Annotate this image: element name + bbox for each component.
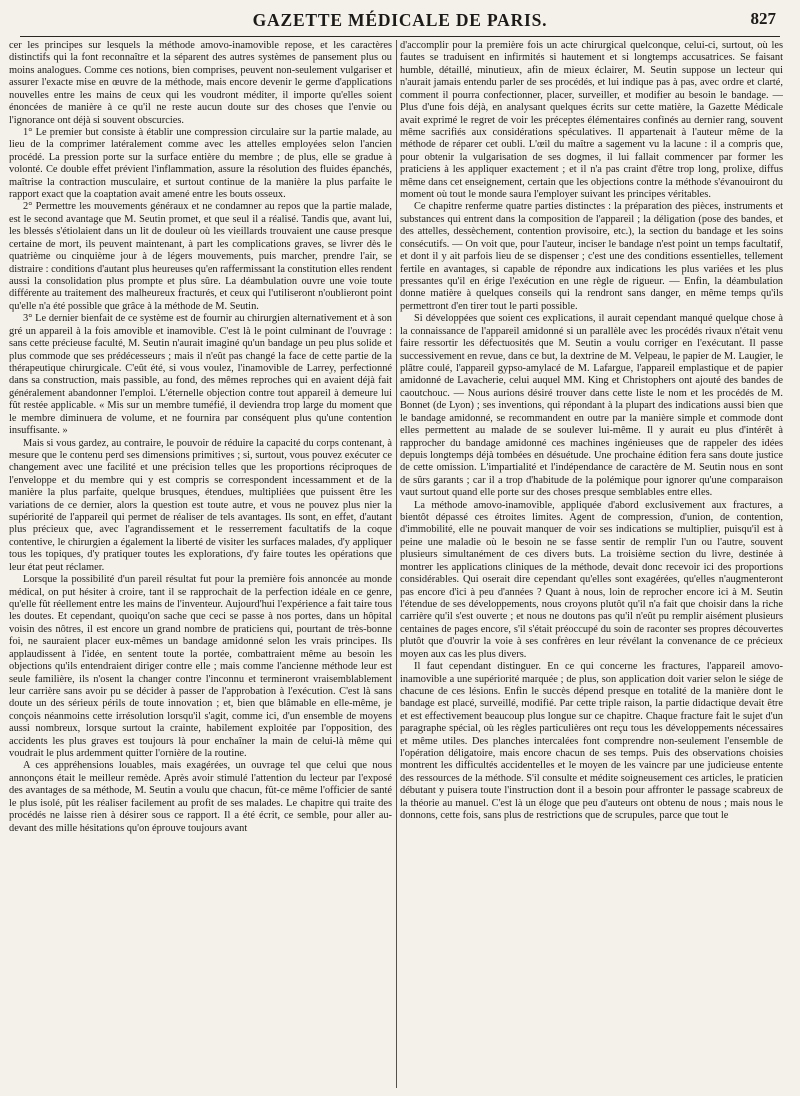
paragraph: A ces appréhensions louables, mais exagérées, un ouvrage tel que celui que nous annonçons était le meilleur remède. Après avoir stimulé l'attention du lecteur par l'exposé des avantages de sa méthode, M. Seutin a voulu que chacun, fût-ce même l'officier de santé le plus isolé, pût les réaliser facilement au profit de ses malades. Le chapitre qui traite des procédés ne laisse rien à désirer sous ce rapport. Il a été écrit, ce semble, pour aller au-devant des mille hésitations qu'on éprouve toujours avant bbox=[9, 760, 392, 834]
paragraph: Il faut cependant distinguer. En ce qui concerne les fractures, l'appareil amovo-inamovible a une supériorité marquée ; de plus, son application doit varier selon le siége de chacune de ces lésions. Enfin le succès dépend presque en totalité de la manière dont le bandage est placé, surveillé, modifié. Par cette triple raison, la partie didactique devait être et est effectivement beaucoup plus longue sur ce chapitre. Chaque fracture fait le sujet d'un paragraphe spécial, où les règles particulières ont reçu tous les développements nécessaires et même utiles. Des planches intercalées font comprendre non-seulement l'ensemble de l'opération déligatoire, mais encore chacun de ses temps. Puis des observations choisies montrent les difficultés accidentelles et le moyen de les vaincre par une judicieuse entente des ressources de la méthode. S'il consulte et médite soigneusement ces articles, le praticien débutant y puisera toute l'instruction dont il a besoin pour affronter le passage scabreux de la théorie au manuel. C'est là un éloge que peu d'auteurs ont obtenu de nous ; mais nous le donnons, cette fois, sans plus de restrictions que de scrupules, parce que tout le bbox=[400, 661, 783, 822]
journal-title: GAZETTE MÉDICALE DE PARIS. bbox=[252, 10, 548, 30]
left-column bbox=[9, 40, 392, 1092]
column-divider bbox=[396, 40, 397, 1088]
paragraph: d'accomplir pour la première fois un acte chirurgical quelconque, celui-ci, surtout, où les fautes se traduisent en infirmités si hautement et si longtemps accusatrices. Se faisant humble, détaillé, minutieux, afin de mieux éclairer, M. Seutin suppose un lecteur qui n'aurait jamais entendu parler de ses procédés, et lui indique pas à pas, avec ordre et clarté, comment il pourra confectionner, placer, surveiller, et modifier au besoin le bandage. — Plus d'une fois déjà, en analysant quelques écrits sur cette matière, la Gazette Médicale avait exprimé le regret de voir les préceptes élémentaires confinés au dernier rang, souvent même sacrifiés aux considérations spéculatives. Il appartenait à l'auteur même de la méthode de réparer cet oubli. L'œil du maître a sagement vu la lacune : il a compris que, pour obtenir la vulgarisation de ses dogmes, il lui fallait commencer par former les praticiens à les appliquer exactement ; et il n'a pas craint d'être trop long, prolixe, diffus même dans cet enseignement, certain que les objections contre la méthode s'évanouiront du moment où tout le monde saura l'employer suivant les principes véritables. bbox=[400, 40, 783, 201]
paragraph: Ce chapitre renferme quatre parties distinctes : la préparation des pièces, instruments et substances qui entrent dans la composition de l'appareil ; la déligation (pose des bandes, et des attelles, dessèchement, contention provisoire, etc.), la section du bandage et les soins consécutifs. — On voit que, pour l'auteur, inciser le bandage n'est point un temps facultatif, et dont il y ait parfois lieu de se dispenser ; c'est une des conditions essentielles, tellement fertile en avantages, si capable de répondre aux indications les plus variées et les plus pressantes qu'il en érige l'exécution en une règle de rigueur. — Enfin, la déambulation donne matière à quelques conseils qui la rendront sans danger, en même temps qu'ils permettront d'en tirer tout le parti possible. bbox=[400, 201, 783, 312]
paragraph: Lorsque la possibilité d'un pareil résultat fut pour la première fois annoncée au monde médical, on put hésiter à croire, tant il se rapprochait de la perfection idéale en ce genre, qu'elle fût réellement entre les mains de l'inventeur. Aujourd'hui l'expérience a fait taire tous les doutes. Et cependant, quoiqu'on sache que ceci se passe à nos portes, dans un hôpital voisin des nôtres, il est encore un grand nombre de praticiens qui, pourtant de très-bonne foi, ne sauraient placer eux-mêmes un bandage amidonné selon les vrais principes. Ils applaudissent à l'idée, en sentent toute la portée, combattraient même au besoin les objections qu'ils entendraient diriger contre elle ; mais comme l'ancienne méthode leur est seule familière, ils n'osent la changer contre l'inconnu et termineront vraisemblablement leur carrière sans avoir pu se décider à passer de l'approbation à l'exécution. C'est là sans doute un des sérieux périls de toute innovation ; et, bien que blâmable en elle-même, je conçois néanmoins cette irrésolution lorsqu'il s'agit, comme ici, d'un ensemble de moyens aussi nombreux, lorsque surtout la crainte, habilement exploitée par l'opposition, des accidents les plus graves est toujours là pour enchaîner la main de celui-là même qui voudrait le plus ardemment quitter l'ornière de la routine. bbox=[9, 574, 392, 760]
paragraph: 1° Le premier but consiste à établir une compression circulaire sur la partie malade, au lieu de la comprimer latéralement comme avec les attelles employées selon l'ancien procédé. La pression porte sur la surface entière du membre ; de plus, elle se gradue à volonté. Ce double effet prévient l'inflammation, assure la résolution des fluides épanchés, maîtrise la contraction musculaire, et surtout continue de la manière la plus parfaite le rapport exact que la coaptation avait amené entre les bouts osseux. bbox=[9, 126, 392, 201]
paragraph: Mais si vous gardez, au contraire, le pouvoir de réduire la capacité du corps contenant, à mesure que le contenu perd ses dimensions primitives ; si, surtout, vous pouvez exécuter ce changement avec une facilité et une précision telles que les proportions réciproques de l'enveloppe et du membre qui y est compris se correspondent incessamment et de la manière la plus parfaite, quelque brusques, étendues, multipliées que puissent être les variations de ce dernier, alors la question est toute autre, et vous ne pouvez plus nier la supériorité de l'appareil qui permet de réaliser de tels avantages. Ils sont, en effet, d'autant plus précieux que, avec l'agrandissement et le resserrement facultatifs de la coque contentive, le chirurgien a également la liberté de visiter les surfaces malades, d'y appliquer tous les topiques, d'y pratiquer toutes les explorations, d'y faire toutes les opérations que leur état peut réclamer. bbox=[9, 437, 392, 573]
page-number: 827 bbox=[750, 9, 776, 28]
paragraph: La méthode amovo-inamovible, appliquée d'abord exclusivement aux fractures, a bientôt dépassé ces étroites limites. Agent de compression, d'union, de contention, d'immobilité, elle ne pouvait manquer de voir ses indications se multiplier, puisqu'il est à peine une maladie où le besoin ne se fasse sentir de remplir l'un ou l'autre, souvent plusieurs simultanément de ces divers buts. La troisième section du livre, destinée à montrer les applications cliniques de la méthode, devait donc recevoir ici des proportions considérables. Qui oserait dire cependant qu'elles sont exagérées, qu'elles n'augmenteront pas encore d'ici à peu d'années ? Quant à nous, loin de reprocher encore ici à M. Seutin l'étendue de ses développements, nous croyons plutôt qu'il n'a fait que choisir dans la riche carrière qu'il s'est ouverte ; et nous ne doutons pas qu'il n'eût pu remplir aisément plusieurs centaines de pages encore, s'il s'était préoccupé du soin de raconter ses propres découvertes plutôt que d'ouvrir la voie à ses confrères en leur révélant la convenance de ce précieux moyen aux cas les plus divers. bbox=[400, 499, 783, 660]
paragraph: cer les principes sur lesquels la méthode amovo-inamovible repose, et les caractères distinctifs qui la font reconnaître et la séparent des autres systèmes de pansement plus ou moins analogues. Comme ces notions, bien comprises, peuvent non-seulement vulgariser et assurer l'exacte mise en œuvre de la méthode, mais encore devenir le germe d'applications nouvelles entre les mains de ceux qui les voudront méditer, il importe qu'elles soient énoncées de manière à ce qu'il ne reste aucun doute sur des choses que l'envie ou l'ignorance ont déjà si souvent obscurcies. bbox=[9, 40, 392, 126]
paragraph: Si développées que soient ces explications, il aurait cependant manqué quelque chose à la connaissance de l'appareil amidonné si un parallèle avec les procédés rivaux n'était venu faire ressortir les défectuosités que M. Seutin a voulu corriger en l'exécutant. Il passe successivement en revue, dans ce but, la dextrine de M. Velpeau, le papier de M. Laugier, le plâtre coulé, l'appareil gypso-amylacé de M. Lafargue, l'appareil emplastique et de papier amidonné de Lavacherie, celui auquel MM. King et Christophers ont ajouté des bandes de caoutchouc. — Nous aurions désiré trouver dans cette liste le nom et les procédés de M. Bonnet (de Lyon) ; ses inventions, qui répondant à la plupart des indications aussi bien que le bandage amidonné, se recommandent en outre par la manière simple et commode dont elles permettent au malade de se soulever lui-même. Il y aurait eu plus d'intérêt à rapprocher du bandage amidonné ces machines ingénieuses que de rappeler des idées depuis longtemps déjà tombées en désuétude. Une prochaine édition fera sans doute justice de cette omission. L'impartialité et l'indépendance de caractère de M. Seutin nous en sont de sûrs garants ; car il a trop d'habitude de la polémique pour ignorer qu'une comparaison vaut surtout quand elle porte sur des choses presque semblables entre elles. bbox=[400, 313, 783, 499]
paragraph: 2° Permettre les mouvements généraux et ne condamner au repos que la partie malade, est le second avantage que M. Seutin promet, et que seul il a réalisé. Tandis que, avant lui, les blessés s'étiolaient dans un lit de douleur où les vieillards trouvaient une cause presque certaine de mort, ils peuvent maintenant, à part les complications graves, se livrer dès le quatrième ou cinquième jour à de légers mouvements, puis marcher, prendre l'air, se distraire : conditions d'autant plus heureuses qu'en raffermissant la constitution elles rendent aussi la consolidation plus prompte et plus sûre. La déambulation ouvre une voie toute différente au traitement des malheureux fracturés, et ceux qui l'utiliseront n'oublieront point qu'elle n'a été possible que grâce à la méthode de M. Seutin. bbox=[9, 201, 392, 312]
right-column bbox=[400, 40, 783, 1092]
page-header bbox=[20, 6, 780, 37]
paragraph: 3° Le dernier bienfait de ce système est de fournir au chirurgien alternativement et à son gré un appareil à la fois amovible et inamovible. C'est là le point culminant de l'ouvrage : sans cette précieuse faculté, M. Seutin n'aurait imaginé qu'un bandage un peu plus solide et plus commode que ses prédécesseurs ; mais il n'eût pas changé la face de cette partie de la thérapeutique chirurgicale. C'eût été, si vous voulez, l'inamovible de Larrey, perfectionné dans sa construction, mais passible, au fond, des mêmes reproches qui en avaient déjà fait généralement abandonner l'emploi. L'éternelle objection contre tout appareil à demeure lui fût restée applicable. « Mis sur un membre tuméfié, il deviendra trop large du moment que le membre diminuera de volume, et ne fournira par conséquent plus qu'une contention insuffisante. » bbox=[9, 313, 392, 437]
